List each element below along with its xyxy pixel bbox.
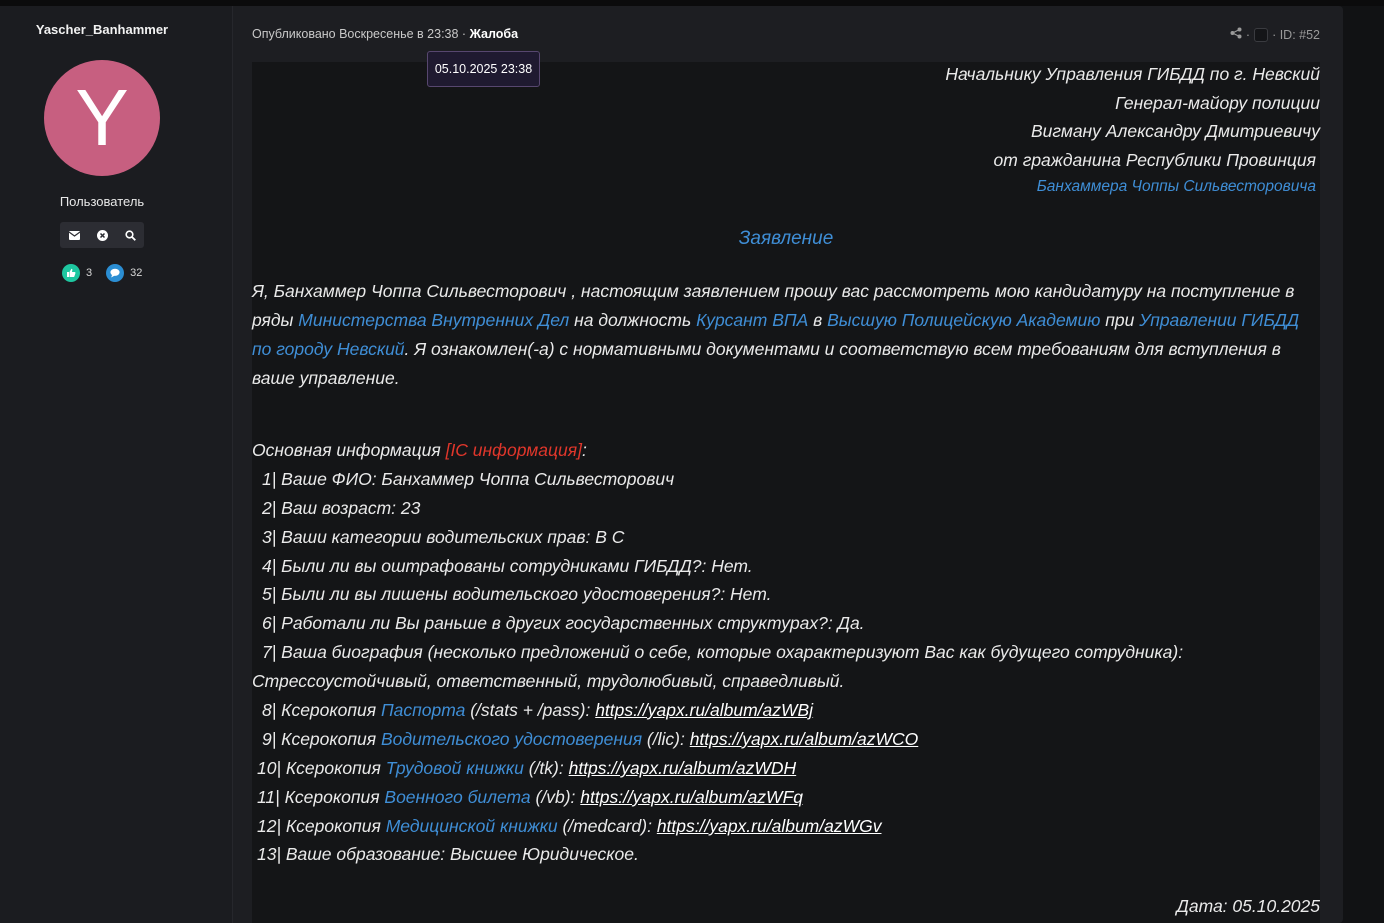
post-id[interactable]: · ID: #52 [1272,27,1320,42]
copy-doc-link[interactable]: Паспорта [380,700,466,720]
position-link[interactable]: Курсант ВПА [696,310,809,330]
copy-cmd: (/vb): [530,787,581,807]
avatar[interactable]: Y [44,60,160,176]
intro-text-1: Я, Банхаммер Чоппа Сильвесторович , настоящим заявлением прошу вас рассмотреть мою кандидатуру на поступление в ряды [252,281,1295,330]
copy-prefix: 12| Ксерокопия [257,816,386,836]
copy-doc-link[interactable]: Трудовой книжки [385,758,524,778]
envelope-icon[interactable] [65,226,83,244]
copy-item [257,787,803,808]
report-link[interactable]: Жалоба [469,27,519,41]
block-icon[interactable] [93,226,111,244]
addressee-line-3: Вигману Александру Дмитриевичу [1030,121,1320,141]
copy-item [262,729,918,750]
info-colon: : [581,440,587,460]
post-meta [252,27,518,41]
copy-prefix: 9| Ксерокопия [262,729,381,749]
username-link[interactable]: Yascher_Banhammer [35,22,169,37]
copy-doc-link[interactable]: Водительского удостоверения [380,729,643,749]
copy-url-link[interactable]: https://yapx.ru/album/azWFq [580,787,803,807]
department-link[interactable]: Управлении ГИБДД по городу Невский [252,310,1300,359]
info-item-5: 5| Были ли вы лишены водительского удостоверения?: Нет. [262,584,772,604]
info-item-3: 3| Ваши категории водительских прав: B C [262,527,625,547]
thumbs-up-icon [62,264,80,282]
copy-item [257,816,881,837]
intro-text-5: . Я ознакомлен(-а) с нормативными документами и соответствую всем требованиям для вступления в ваше управление. [252,339,1281,388]
copy-item [257,758,796,779]
copy-url-link[interactable]: https://yapx.ru/album/azWGv [656,816,882,836]
copy-cmd: (/medcard): [557,816,657,836]
copy-item [262,700,813,721]
copy-url-link[interactable]: https://yapx.ru/album/azWCO [689,729,919,749]
message-icon [106,264,124,282]
user-actions [60,222,144,248]
likes-count: 3 [86,267,93,279]
user-sidebar [0,6,233,923]
copy-prefix: 8| Ксерокопия [262,700,381,720]
user-stats [62,264,142,282]
statement-heading: Заявление [738,228,834,249]
intro-text-2: на должность [569,310,697,330]
ic-tag: [IC информация] [445,440,582,460]
signature-date: Дата: 05.10.2025 [1176,896,1320,916]
copy-url-link[interactable]: https://yapx.ru/album/azWDH [568,758,797,778]
messages-count: 32 [130,267,143,279]
copy-cmd: (/tk): [523,758,569,778]
info-item-7: 7| Ваша биография (несколько предложений о себе, которые охарактеризуют Вас как будущего сотрудника): [262,642,1184,662]
copy-doc-link[interactable]: Медицинской книжки [385,816,558,836]
meta-separator: · [458,27,470,41]
info-item-13: 13| Ваше образование: Высшее Юридическое. [257,844,639,864]
addressee-line-2: Генерал-майору полиции [1115,93,1320,113]
bookmark-checkbox[interactable] [1254,28,1268,42]
copy-cmd: (/lic): [642,729,690,749]
intro-text-4: при [1100,310,1140,330]
academy-link[interactable]: Высшую Полицейскую Академию [827,310,1101,330]
post-meta-right [1230,27,1320,42]
date-tooltip: 05.10.2025 23:38 [427,51,540,87]
published-date[interactable]: Опубликовано Воскресенье в 23:38 [252,27,459,41]
addressee-line-1: Начальнику Управления ГИБДД по г. Невский [945,64,1320,84]
intro-paragraph [252,277,1320,393]
copy-prefix: 11| Ксерокопия [257,787,385,807]
info-title-text: Основная информация [252,440,441,460]
copy-doc-link[interactable]: Военного билета [384,787,531,807]
copy-cmd: (/stats + /pass): [465,700,596,720]
share-icon[interactable] [1230,27,1242,42]
search-icon[interactable] [121,226,139,244]
copy-prefix: 10| Ксерокопия [257,758,386,778]
info-item-6: 6| Работали ли Вы раньше в других государственных структурах?: Да. [262,613,865,633]
user-title: Пользователь [59,194,145,209]
addressee-line-5: Банхаммера Чоппы Сильвесторовича [1036,178,1316,195]
info-item-4: 4| Были ли вы оштрафованы сотрудниками ГИБДД?: Нет. [262,556,753,576]
info-item-7-answer: Стрессоустойчивый, ответственный, трудолюбивый, справедливый. [252,671,845,691]
meta-dot: · [1245,27,1251,42]
mvd-link[interactable]: Министерства Внутренних Дел [298,310,570,330]
post-content [252,62,1320,923]
info-item-1: 1| Ваше ФИО: Банхаммер Чоппа Сильвесторович [262,469,675,489]
addressee-line-4: от гражданина Республики Провинция [993,150,1316,170]
info-title [252,440,587,461]
intro-text-3: в [808,310,828,330]
info-item-2: 2| Ваш возраст: 23 [262,498,421,518]
copy-url-link[interactable]: https://yapx.ru/album/azWBj [595,700,814,720]
